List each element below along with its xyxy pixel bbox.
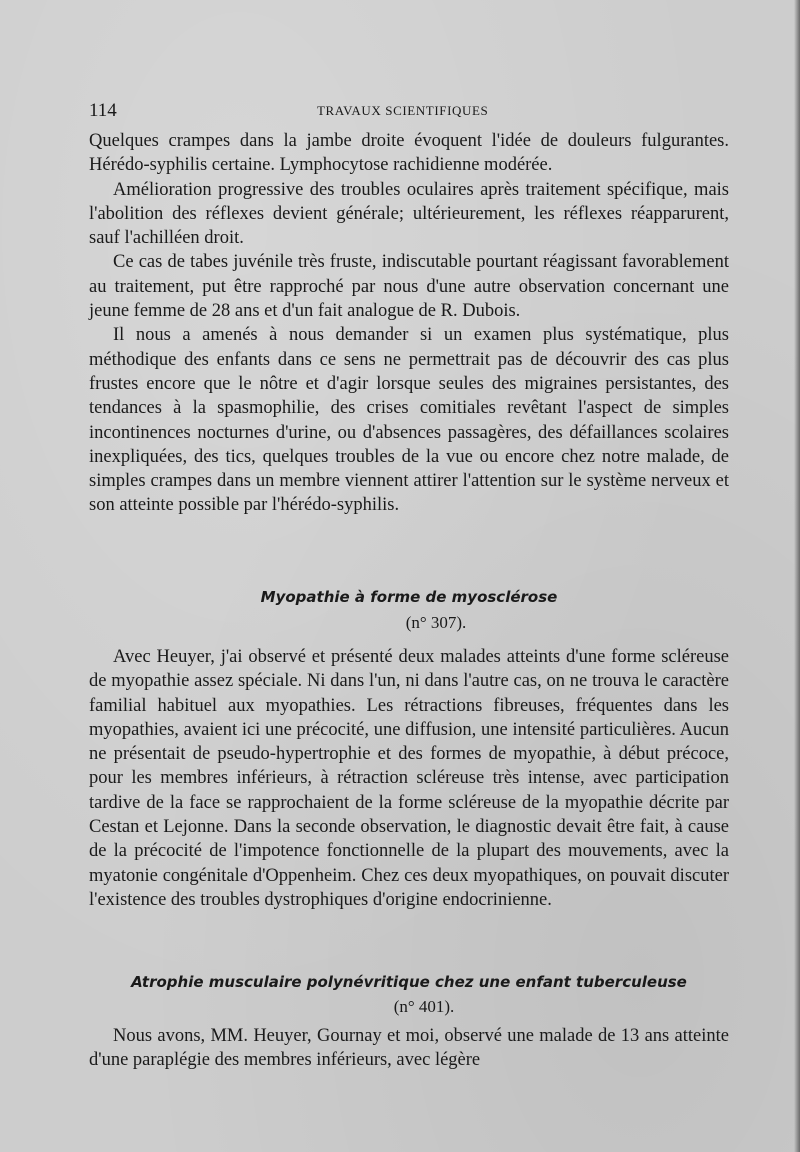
text-block-myopathie — [89, 645, 729, 912]
section-title: Atrophie musculaire polynévritique chez une enfant tuberculeuse — [131, 973, 687, 991]
paragraph: Nous avons, MM. Heuyer, Gournay et moi, observé une malade de 13 ans atteinte d'une paraplégie des membres inférieurs, avec légère — [89, 1026, 729, 1071]
paragraph: Quelques crampes dans la jambe droite évoquent l'idée de douleurs fulgurantes. Hérédo-syphilis certaine. Lymphocytose rachidienne modérée. — [89, 131, 729, 176]
paragraph: Avec Heuyer, j'ai observé et présenté deux malades atteints d'une forme scléreuse de myopathie assez spéciale. Ni dans l'un, ni dans l'autre cas, on ne trouva le caractère familial habituel aux myopathies. Les rétractions fibreuses, fréquentes dans les myopathies, avaient ici une précocité, une diffusion, une intensité particulières. Aucun ne présentait de pseudo-hypertrophie et des formes de myopathie, à début précoce, pour les membres inférieurs, à rétraction scléreuse très intense, avec participation tardive de la face se rapprochaient de la forme scléreuse de la myopathie décrite par Cestan et Lejonne. Dans la seconde observation, le diagnostic devait être fait, à cause de la précocité de l'impotence fonctionnelle de la plupart des mouvements, avec la myatonie congénitale d'Oppenheim. Chez ces deux myopathiques, on pouvait discuter l'existence des troubles dystrophiques d'origine endocrinienne. — [89, 647, 729, 910]
text-block-atrophie — [89, 1024, 729, 1073]
section-reference: (n° 307). — [405, 613, 467, 632]
page-number: 114 — [89, 100, 117, 121]
section-reference: (n° 401). — [393, 997, 455, 1016]
section-title: Myopathie à forme de myosclérose — [260, 588, 558, 606]
paragraph: Ce cas de tabes juvénile très fruste, indiscutable pourtant réagissant favorablement au traitement, put être rapproché par nous d'une autre observation concernant une jeune femme de 28 ans et d'un fait analogue de R. Dubois. — [89, 252, 729, 322]
paragraph: Amélioration progressive des troubles oculaires après traitement spécifique, mais l'abolition des réflexes devient générale; ultérieurement, les réflexes réapparurent, sauf l'achilléen droit. — [89, 179, 729, 249]
page-header — [89, 100, 729, 124]
text-block-tabes — [89, 129, 729, 518]
paragraph: Il nous a amenés à nous demander si un examen plus systématique, plus méthodique des enfants dans ce sens ne permettrait pas de découvrir des cas plus frustes encore que le nôtre et d'agir lorsque seules des migraines persistantes, des tendances à la spasmophilie, des crises comitiales revêtant l'aspect de simples incontinences nocturnes d'urine, ou d'absences passagères, des défaillances scolaires inexpliquées, des tics, quelques troubles de la vue ou encore chez notre malade, de simples crampes dans un membre viennent attirer l'attention sur le système nerveux et son atteinte possible par l'hérédo-syphilis. — [89, 325, 729, 516]
running-head: TRAVAUX SCIENTIFIQUES — [317, 103, 489, 118]
page-edge-shadow — [794, 0, 800, 1152]
